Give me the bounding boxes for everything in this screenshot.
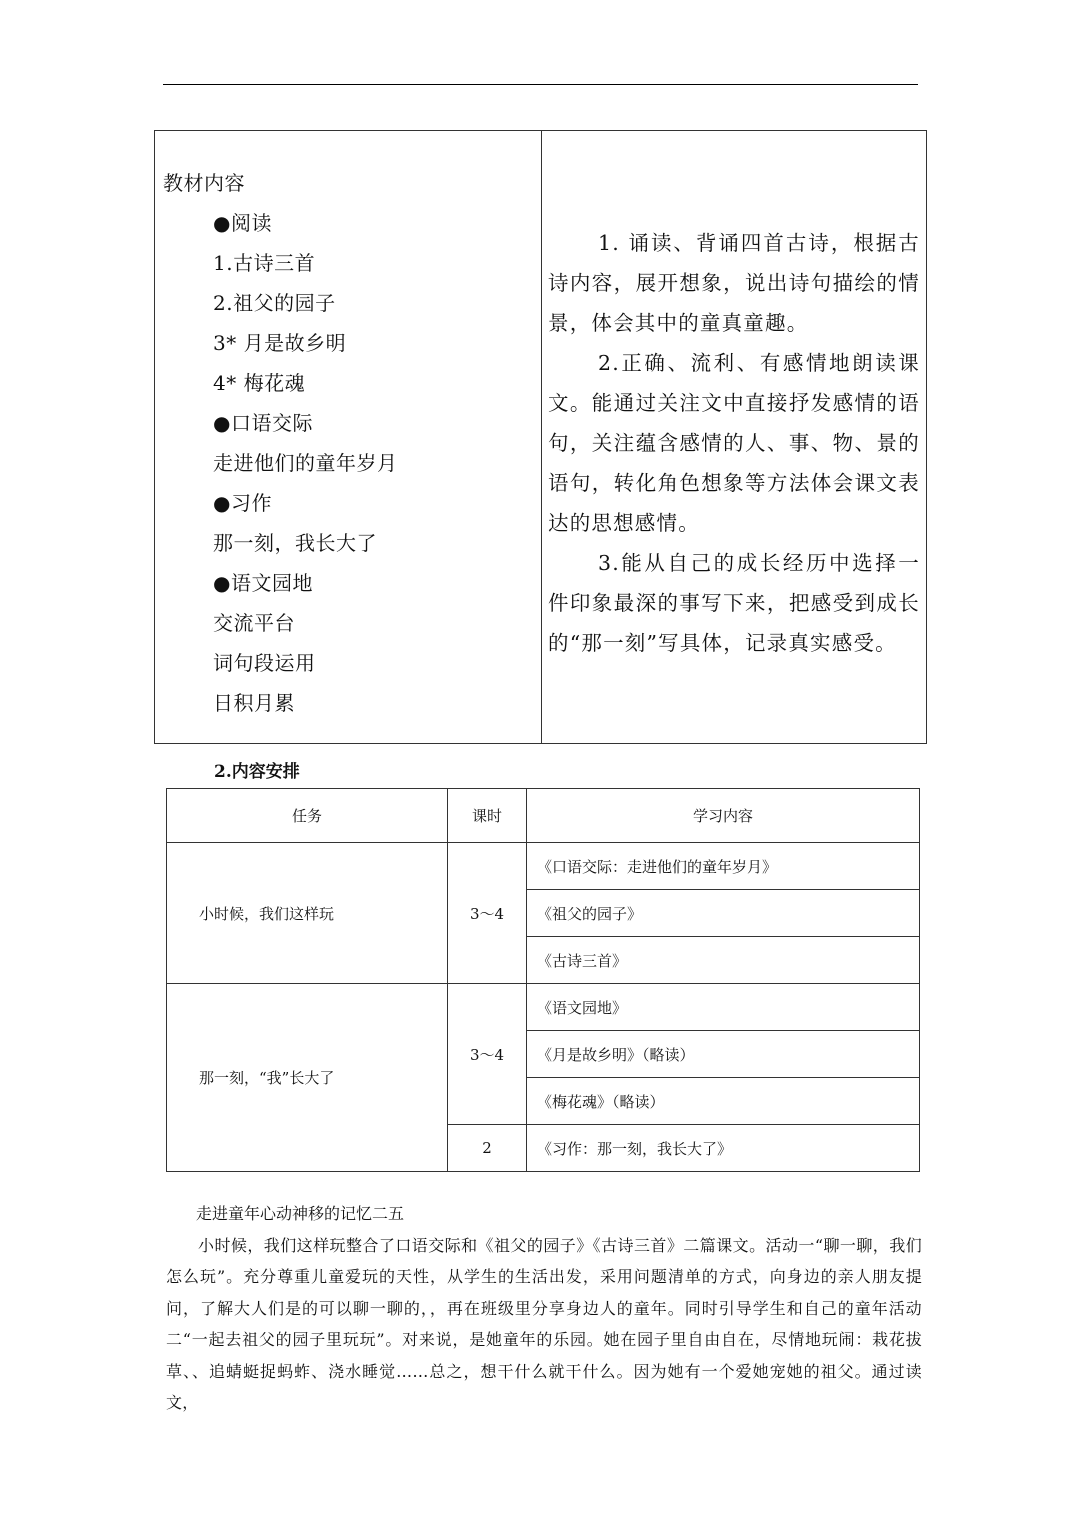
content-item: ●语文园地	[213, 571, 313, 595]
content-item: 那一刻，我长大了	[213, 531, 377, 555]
content-item: ●口语交际	[213, 411, 313, 435]
table-row	[167, 843, 920, 890]
content-cell: 《口语交际：走进他们的童年岁月》	[527, 843, 920, 890]
content-heading: 教材内容	[163, 171, 245, 195]
task-cell: 小时候，我们这样玩	[167, 843, 448, 984]
content-cell: 《月是故乡明》（略读）	[527, 1031, 920, 1078]
content-item: 3* 月是故乡明	[213, 331, 347, 355]
content-cell: 《语文园地》	[527, 984, 920, 1031]
content-item: 词句段运用	[213, 651, 316, 675]
header-content: 学习内容	[527, 789, 920, 843]
learning-goal: 2.正确、流利、有感情地朗读课文。能通过关注文中直接抒发感情的语句，关注蕴含感情的人、事、物、景的语句，转化角色想象等方法体会课文表达的思想感情。	[548, 351, 920, 535]
table-header-row	[167, 789, 920, 843]
content-cell: 《习作：那一刻，我长大了》	[527, 1125, 920, 1172]
section-title: 2.内容安排	[214, 762, 300, 782]
hours-cell: 3～4	[448, 843, 527, 984]
content-item: 2.祖父的园子	[213, 291, 336, 315]
task-cell: 那一刻，“我”长大了	[167, 984, 448, 1172]
learning-goal: 1. 诵读、背诵四首古诗，根据古诗内容，展开想象，说出诗句描绘的情景，体会其中的童真童趣。	[548, 231, 920, 335]
content-item: 交流平台	[213, 611, 295, 635]
description-section	[166, 1198, 922, 1419]
header-hours: 课时	[448, 789, 527, 843]
textbook-content-column	[163, 163, 533, 723]
header-rule	[163, 84, 918, 85]
content-item: 1.古诗三首	[213, 251, 316, 275]
learning-goal: 3.能从自己的成长经历中选择一件印象最深的事写下来，把感受到成长的“那一刻”写具体，记录真实感受。	[548, 551, 920, 655]
paragraph-subtitle: 走进童年心动神移的记忆二五	[196, 1204, 405, 1223]
hours-cell: 2	[448, 1125, 527, 1172]
header-task: 任务	[167, 789, 448, 843]
learning-goals-column	[548, 223, 920, 663]
content-item: 4* 梅花魂	[213, 371, 306, 395]
content-item: ●习作	[213, 491, 272, 515]
content-item: 日积月累	[213, 691, 295, 715]
content-item: ●阅读	[213, 211, 272, 235]
content-item: 走进他们的童年岁月	[213, 451, 398, 475]
column-divider	[541, 131, 542, 743]
content-arrangement-table	[166, 788, 920, 1172]
textbook-content-table	[154, 130, 927, 744]
hours-cell: 3～4	[448, 984, 527, 1125]
content-cell: 《祖父的园子》	[527, 890, 920, 937]
content-cell: 《古诗三首》	[527, 937, 920, 984]
paragraph-body: 小时候，我们这样玩整合了口语交际和《祖父的园子》《古诗三首》二篇课文。活动一“聊一聊，我们怎么玩”。充分尊重儿童爱玩的天性，从学生的生活出发，采用问题清单的方式，向身边的亲人朋友提问，了解大人们是的可以聊一聊的，，再在班级里分享身边人的童年。同时引导学生和自己的童年活动二“一起去祖父的园子里玩玩”。对来说，是她童年的乐园。她在园子里自由自在，尽情地玩闹：栽花拔草、、追蜻蜓捉蚂蚱、浇水睡觉……总之，想干什么就干什么。因为她有一个爱她宠她的祖父。通过读文，	[166, 1235, 922, 1412]
table-row	[167, 984, 920, 1031]
content-cell: 《梅花魂》（略读）	[527, 1078, 920, 1125]
